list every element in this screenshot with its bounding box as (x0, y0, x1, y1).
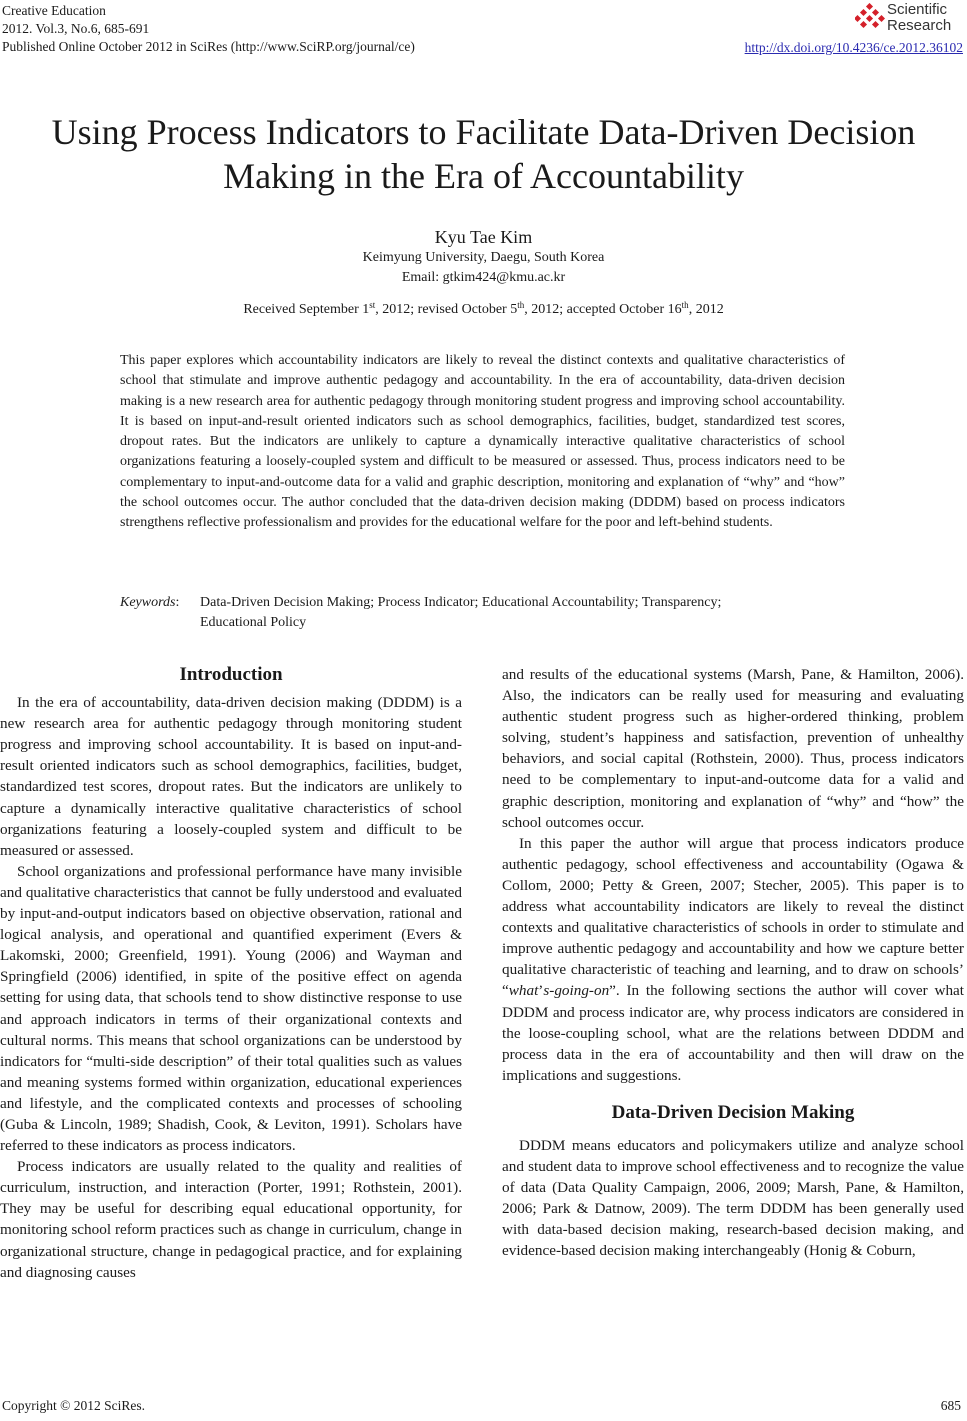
logo-diamond-icon (855, 3, 885, 33)
year-text: , 2012 (688, 302, 724, 317)
keywords-line-1: Data-Driven Decision Making; Process Indicator; Educational Accountability; Transparency; (200, 595, 722, 610)
received-dates (0, 302, 967, 318)
title-line-2: Making in the Era of Accountability (223, 156, 744, 196)
paper-title (0, 110, 967, 198)
intro-paragraph-1: In the era of accountability, data-driven decision making (DDDM) is a new research area for authentic pedagogy through monitoring student progress and improving school accountability. It is based on input-and-result oriented indicators such as school demographics, facilities, budget, standardized test scores, dropout rates. But the indicators are unlikely to capture a dynamically interactive qualitative characteristics of school organizations featuring a loosely-coupled system and difficult to be measured or assessed. (0, 694, 462, 859)
accepted-sup: th (681, 300, 689, 310)
doi-link[interactable]: http://dx.doi.org/10.4236/ce.2012.36102 (744, 40, 963, 55)
doi-container (745, 40, 963, 56)
copyright-footer: Copyright © 2012 SciRes. (2, 1398, 146, 1413)
intro-paragraph-4: and results of the educational systems (Marsh, Pane, & Hamilton, 2006). Also, the indicators can be really used for measuring and evaluating authentic student progress such as higher-ordered thinking, problem solving, student’s happiness and satisfaction, prevention of unhealthy behaviors, and social capital (Rothstein, 2000). Thus, process indicators need to be complementary to input-and-outcome data for a valid and graphic description, monitoring and explanation of “why” and “how” the school outcomes occur. (502, 666, 964, 831)
published-online: Published Online October 2012 in SciRes (http://www.SciRP.org/journal/ce) (2, 39, 415, 54)
author-email: Email: gtkim424@kmu.ac.kr (401, 270, 566, 285)
author-affiliation-block (0, 248, 967, 288)
received-text: Received September 1 (243, 302, 370, 317)
keywords-label: Keywords (120, 595, 176, 610)
left-column (0, 664, 462, 1283)
journal-name: Creative Education (2, 3, 106, 18)
logo-text-line1: Scientific (887, 1, 948, 18)
keywords-values (200, 593, 860, 633)
revised-sup: th (517, 300, 525, 310)
p5-text-b: ”. In the following sections the author will cover what DDDM and process indicator are, why process indicators are considered in the loose-coupling school, what are the relations between DDDM and process data in the era of accountability and then will draw on the implications and suggestions. (502, 982, 964, 1084)
intro-paragraph-3: Process indicators are usually related to the quality and realities of curriculum, instruction, and interaction (Porter, 1991; Rothstein, 2001). They may be useful for describing equal educational opportunity, for monitoring school reform practices such as change in curriculum, change in organizational structure, change in pedagogical practice, and for explaining and diagnosing causes (0, 1158, 462, 1281)
author-name: Kyu Tae Kim (434, 227, 533, 247)
title-line-1: Using Process Indicators to Facilitate Data-Driven Decision (51, 112, 916, 152)
keywords-line-2: Educational Policy (200, 615, 307, 630)
revised-text: , 2012; revised October 5 (375, 302, 518, 317)
logo-text-line2: Research (887, 17, 952, 34)
p5-apostrophe: ’ (538, 982, 544, 1000)
dddm-heading: Data-Driven Decision Making (611, 1101, 855, 1123)
journal-header (2, 2, 415, 56)
page-number: 685 (940, 1398, 961, 1413)
dddm-paragraph-1: DDDM means educators and policymakers utilize and analyze school and student data to improve school effectiveness and to recognize the value of data (Data Quality Campaign, 2006, 2009; Marsh, Pane, & Hamilton, 2006; Park & Datnow, 2009). The term DDDM has been generally used with data-based decision making, research-based decision making, and evidence-based decision making interchangeably (Honig & Coburn, (502, 1136, 964, 1260)
received-sup: st (369, 300, 376, 310)
keywords: Keywords: Data-Driven Decision Making; Process Indicator; Educational Accountability; Transparency; Educational Policy (120, 593, 179, 613)
intro-paragraph-5 (502, 833, 964, 1086)
affiliation: Keimyung University, Daegu, South Korea (362, 250, 605, 265)
introduction-heading: Introduction (179, 664, 283, 685)
p5-em-what: what (508, 982, 539, 1000)
abstract: This paper explores which accountability indicators are likely to reveal the distinct contexts and qualitative characteristics of school that stimulate and improve authentic pedagogy and accountability. In the era of accountability, data-driven decision making is a new research area for authentic pedagogy through monitoring student progress and improving school accountability. It is based on input-and-result oriented indicators such as school demographics, facilities, budget, standardized test scores, dropout rates. But the indicators are unlikely to capture a dynamically interactive qualitative characteristics of school organizations featuring a loosely-coupled system and difficult to be measured or assessed. Thus, process indicators need to be complementary to input-and-outcome data for a valid and graphic description, monitoring and explanation of “why” and “how” the school outcomes occur. The author concluded that the data-driven decision making (DDDM) based on process indicators strengthens reflective professionalism and provides for the educational welfare for the poor and left-behind students. (120, 353, 845, 531)
p5-text-a: In this paper the author will argue that process indicators produce authentic pedagogy, school effectiveness and accountability (Ogawa & Collom, 2000; Petty & Green, 2007; Stecher, 2005). This paper is to address what accountability indicators are likely to reveal the distinct contexts and qualitative characteristics of schools in order to stimulate and improve authentic pedagogy and accountability and how we capture better qualitative characteristic of teaching and learning, and to draw on schools’ “ (502, 834, 964, 1000)
p5-em-going-on: s-going-on (543, 982, 610, 1000)
accepted-text: , 2012; accepted October 16 (524, 302, 682, 317)
journal-volume: 2012. Vol.3, No.6, 685-691 (2, 21, 150, 36)
intro-paragraph-2: School organizations and professional performance have many invisible and qualitative characteristics that cannot be fully understood and evaluated by input-and-output indicators based on objective observation, rational and logical analysis, and operational and quantified experiment (Evers & Lakomski, 2000; Greenfield, 1991). Young (2006) and Wayman and Springfield (2006) identified, in spite of the positive effect on agenda setting for using data, that schools tend to show distinctive response to use and approach indicators in terms of their organizational contexts and cultural norms. This means that school organizations can be understood by indicators for “multi-side description” of their total qualities such as values and meaning systems formed within organization, educational experiences and lifestyle, and the complicated contexts and processes of schooling (Guba & Lincoln, 1989; Shadish, Cook, & Leviton, 1991). Scholars have referred to these indicators as process indicators. (0, 862, 462, 1155)
scientific-research-logo (853, 1, 963, 35)
right-column (502, 664, 964, 1262)
